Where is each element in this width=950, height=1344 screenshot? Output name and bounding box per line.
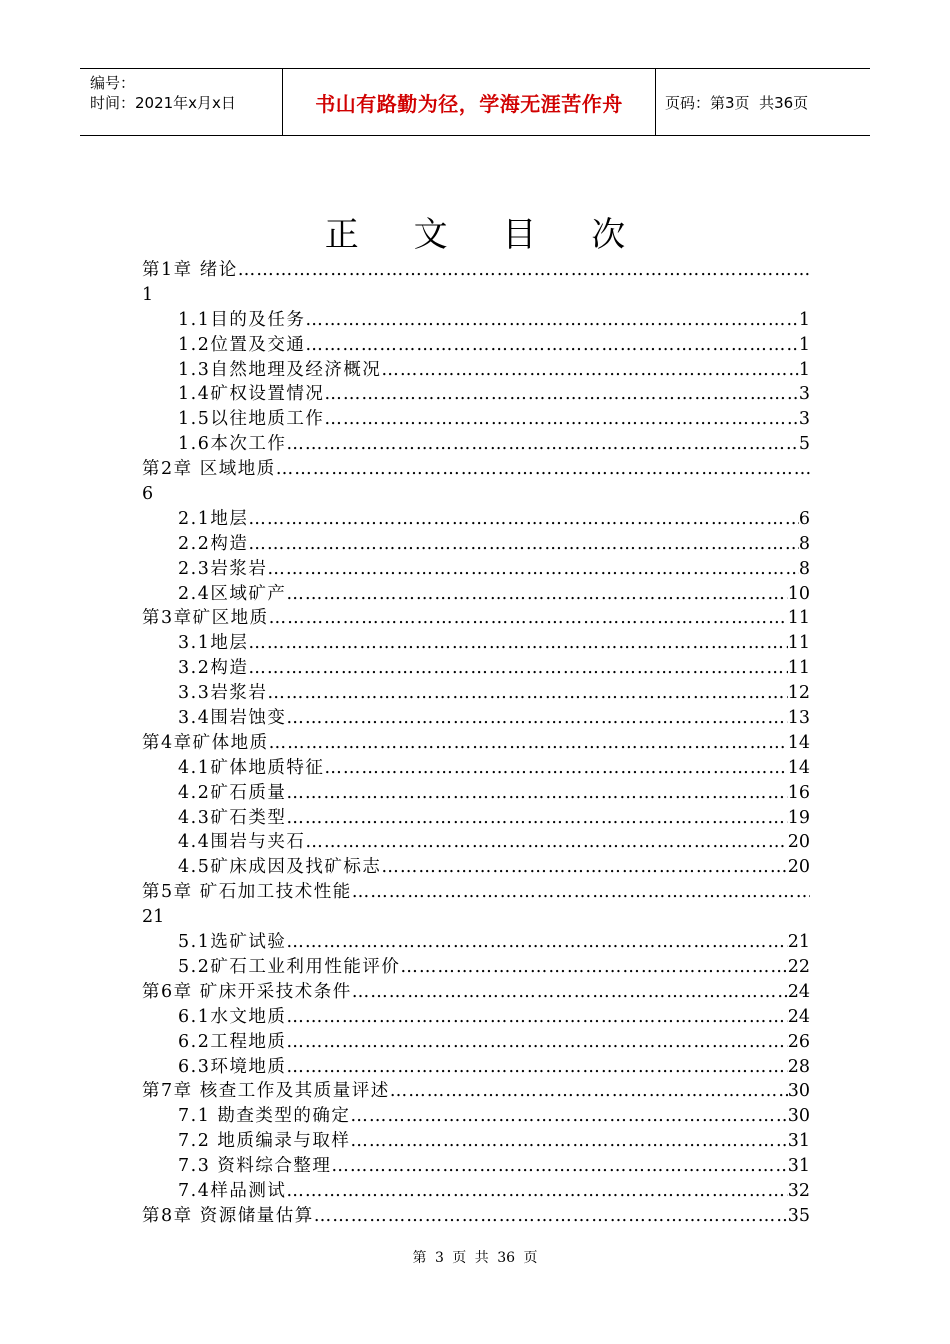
toc-dot-leader: [324, 382, 799, 407]
toc-dot-leader: [267, 557, 799, 582]
toc-dot-leader: [286, 1030, 787, 1055]
toc-page-number: 31: [787, 1131, 810, 1152]
toc-dot-leader: [324, 756, 787, 781]
document-number-label: 编号：: [90, 74, 136, 92]
toc-dot-leader: [286, 1179, 787, 1204]
toc-section-entry[interactable]: [142, 432, 810, 457]
toc-entry-label: 3.2构造: [178, 658, 249, 679]
toc-page-number: 1: [798, 359, 810, 380]
toc-page-number: 11: [787, 608, 810, 629]
toc-dot-leader: [238, 258, 810, 283]
toc-entry-label: 第5章 矿石加工技术性能: [142, 882, 352, 903]
table-of-contents: [142, 258, 810, 1229]
toc-section-entry[interactable]: [142, 631, 810, 656]
toc-dot-leader: [269, 606, 788, 631]
toc-page-number: 14: [787, 732, 810, 753]
toc-section-entry[interactable]: [142, 407, 810, 432]
toc-page-number: 19: [787, 807, 810, 828]
toc-section-entry[interactable]: [142, 1055, 810, 1080]
toc-dot-leader: [248, 532, 799, 557]
toc-section-entry[interactable]: [142, 507, 810, 532]
toc-page-number: 5: [798, 434, 810, 455]
toc-entry-label: 1.3自然地理及经济概况: [178, 359, 382, 380]
toc-entry-label: 7.4样品测试: [178, 1180, 287, 1201]
toc-page-number: 35: [787, 1205, 810, 1226]
toc-section-entry[interactable]: [142, 656, 810, 681]
toc-entry-label: 4.1矿体地质特征: [178, 757, 325, 778]
toc-dot-leader: [381, 358, 799, 383]
toc-entry-label: 第7章 核查工作及其质量评述: [142, 1081, 390, 1102]
toc-page-number: 10: [787, 583, 810, 604]
toc-page-number: 21: [142, 907, 165, 928]
toc-section-entry[interactable]: [142, 806, 810, 831]
toc-page-number: 26: [787, 1031, 810, 1052]
toc-entry-label: 1.2位置及交通: [178, 334, 306, 355]
toc-dot-leader: [286, 806, 787, 831]
toc-entry-label: 第4章矿体地质: [142, 732, 269, 753]
toc-chapter-entry[interactable]: [142, 880, 810, 905]
toc-entry-label: 7.2 地质编录与取样: [178, 1131, 351, 1152]
toc-entry-label: 4.3矿石类型: [178, 807, 287, 828]
toc-dot-leader: [350, 1129, 787, 1154]
toc-page-number: 12: [787, 683, 810, 704]
toc-page-number: 8: [798, 558, 810, 579]
toc-entry-label: 2.2构造: [178, 533, 249, 554]
toc-section-entry[interactable]: [142, 333, 810, 358]
toc-entry-label: 第6章 矿床开采技术条件: [142, 981, 352, 1002]
toc-section-entry[interactable]: [142, 1030, 810, 1055]
toc-page-number: 24: [787, 1006, 810, 1027]
toc-dot-leader: [314, 1204, 788, 1229]
toc-entry-label: 6.2工程地质: [178, 1031, 287, 1052]
header-meta: [80, 69, 283, 135]
toc-entry-label: 6.3环境地质: [178, 1056, 287, 1077]
toc-entry-label: 3.1地层: [178, 633, 249, 654]
toc-page-number: 31: [787, 1156, 810, 1177]
toc-entry-label: 2.1地层: [178, 508, 249, 529]
toc-page-number: 30: [787, 1081, 810, 1102]
toc-page-number: 32: [787, 1180, 810, 1201]
toc-entry-label: 1.1目的及任务: [178, 309, 306, 330]
toc-dot-leader: [324, 407, 799, 432]
toc-dot-leader: [305, 308, 799, 333]
toc-entry-label: 4.2矿石质量: [178, 782, 287, 803]
toc-entry-label: 3.4围岩蚀变: [178, 708, 287, 729]
toc-dot-leader: [248, 507, 799, 532]
toc-dot-leader: [267, 681, 787, 706]
toc-section-entry[interactable]: [142, 1129, 810, 1154]
toc-entry-label: 4.5矿床成因及找矿标志: [178, 857, 382, 878]
toc-entry-label: 1.4矿权设置情况: [178, 384, 325, 405]
toc-dot-leader: [352, 980, 788, 1005]
toc-entry-label: 第1章 绪论: [142, 260, 238, 280]
toc-dot-leader: [248, 631, 787, 656]
toc-page-number: 3: [798, 409, 810, 430]
toc-section-entry[interactable]: [142, 532, 810, 557]
toc-section-entry[interactable]: [142, 1154, 810, 1179]
toc-section-entry[interactable]: [142, 308, 810, 333]
toc-entry-label: 7.1 勘查类型的确定: [178, 1106, 351, 1127]
toc-entry-label: 1.6本次工作: [178, 434, 287, 455]
toc-page-number: 20: [787, 857, 810, 878]
toc-section-entry[interactable]: [142, 358, 810, 383]
page-header: [80, 68, 870, 136]
toc-page-number: 1: [798, 334, 810, 355]
toc-section-entry[interactable]: [142, 930, 810, 955]
toc-section-entry[interactable]: [142, 781, 810, 806]
toc-dot-leader: [286, 706, 787, 731]
toc-section-entry[interactable]: [142, 855, 810, 880]
toc-chapter-entry[interactable]: [142, 731, 810, 756]
toc-section-entry[interactable]: [142, 955, 810, 980]
toc-section-entry[interactable]: [142, 706, 810, 731]
toc-entry-label: 4.4围岩与夹石: [178, 832, 306, 853]
toc-dot-leader: [286, 930, 787, 955]
page-footer: 第 3 页 共 36 页: [412, 1250, 538, 1266]
toc-entry-label: 6.1水文地质: [178, 1006, 287, 1027]
toc-section-entry[interactable]: [142, 382, 810, 407]
toc-page-number: 11: [787, 658, 810, 679]
toc-dot-leader: [305, 830, 787, 855]
toc-entry-label: 3.3岩浆岩: [178, 683, 268, 704]
toc-dot-leader: [350, 1104, 787, 1129]
toc-page-number: 22: [787, 956, 810, 977]
toc-entry-label: 第8章 资源储量估算: [142, 1205, 314, 1226]
toc-dot-leader: [381, 855, 787, 880]
toc-dot-leader: [352, 880, 810, 905]
toc-section-entry[interactable]: [142, 830, 810, 855]
toc-page-number: 1: [142, 284, 154, 305]
toc-dot-leader: [390, 1079, 788, 1104]
toc-chapter-entry[interactable]: [142, 1204, 810, 1229]
toc-page-number: 13: [787, 708, 810, 729]
toc-entry-label: 5.2矿石工业利用性能评价: [178, 956, 401, 977]
toc-page-number: 28: [787, 1056, 810, 1077]
toc-page-number: 14: [787, 757, 810, 778]
toc-entry-label: 1.5以往地质工作: [178, 409, 325, 430]
toc-dot-leader: [286, 582, 787, 607]
toc-page-number: 16: [787, 782, 810, 803]
toc-section-entry[interactable]: [142, 756, 810, 781]
toc-dot-leader: [269, 731, 788, 756]
document-time-label: 时间：2021年x月x日: [90, 94, 236, 112]
toc-dot-leader: [286, 432, 799, 457]
toc-entry-label: 2.4区域矿产: [178, 583, 287, 604]
toc-chapter-entry[interactable]: [142, 980, 810, 1005]
toc-section-entry[interactable]: [142, 582, 810, 607]
toc-page-number: 6: [798, 508, 810, 529]
toc-entry-label: 7.3 资料综合整理: [178, 1156, 332, 1177]
toc-page-number: 6: [142, 484, 154, 505]
toc-page-number: 3: [798, 384, 810, 405]
toc-page-number: 1: [798, 309, 810, 330]
toc-chapter-entry[interactable]: [142, 457, 810, 482]
toc-page-number: 21: [787, 932, 810, 953]
toc-section-entry[interactable]: [142, 1179, 810, 1204]
toc-page-number: 24: [787, 981, 810, 1002]
toc-section-entry[interactable]: [142, 557, 810, 582]
toc-section-entry[interactable]: [142, 1005, 810, 1030]
toc-page-number: 8: [798, 533, 810, 554]
toc-entry-label: 第3章矿区地质: [142, 608, 269, 629]
toc-chapter-entry[interactable]: [142, 1079, 810, 1104]
toc-entry-label: 5.1选矿试验: [178, 932, 287, 953]
toc-dot-leader: [331, 1154, 787, 1179]
toc-dot-leader: [400, 955, 787, 980]
toc-chapter-entry[interactable]: [142, 606, 810, 631]
toc-dot-leader: [276, 457, 810, 482]
toc-chapter-entry[interactable]: [142, 258, 810, 283]
toc-title: 正 文 目 次: [324, 215, 648, 255]
toc-page-number: 20: [787, 832, 810, 853]
toc-dot-leader: [286, 781, 787, 806]
toc-entry-label: 第2章 区域地质: [142, 459, 276, 480]
toc-dot-leader: [286, 1055, 787, 1080]
toc-dot-leader: [286, 1005, 787, 1030]
toc-page-number: 30: [787, 1106, 810, 1127]
toc-dot-leader: [248, 656, 787, 681]
header-motto: 书山有路勤为径，学海无涯苦作舟: [283, 69, 656, 135]
toc-page-number: 11: [787, 633, 810, 654]
toc-section-entry[interactable]: [142, 681, 810, 706]
toc-dot-leader: [305, 333, 799, 358]
toc-entry-label: 2.3岩浆岩: [178, 558, 268, 579]
header-page-info: 页码：第3页 共36页: [665, 93, 809, 112]
toc-section-entry[interactable]: [142, 1104, 810, 1129]
